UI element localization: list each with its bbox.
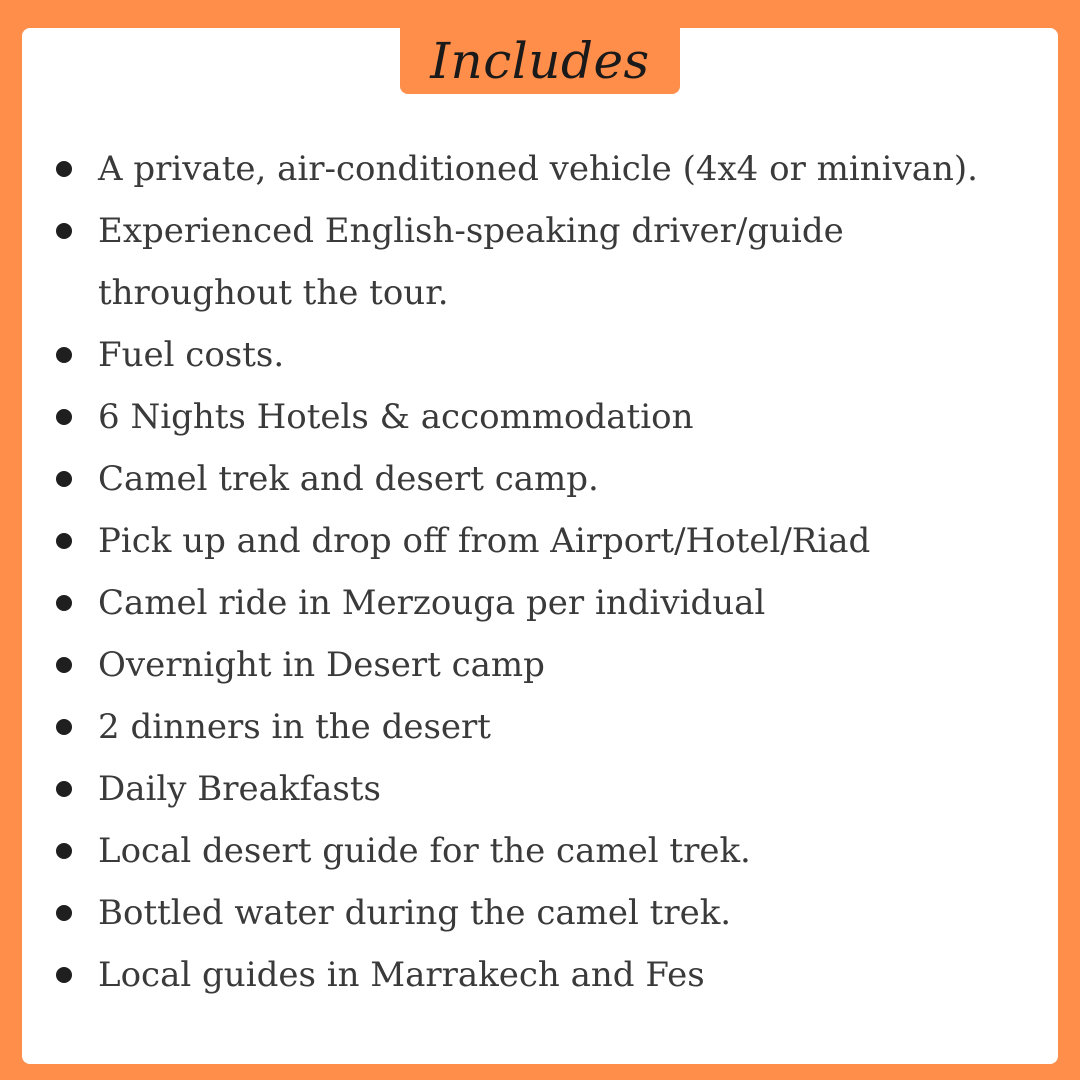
list-item bbox=[52, 634, 1052, 696]
bullet-icon bbox=[56, 161, 72, 177]
list-item bbox=[52, 758, 1052, 820]
list-item bbox=[52, 510, 1052, 572]
bullet-icon bbox=[56, 905, 72, 921]
title-tab bbox=[400, 28, 680, 94]
bullet-icon bbox=[56, 719, 72, 735]
bullet-icon bbox=[56, 781, 72, 797]
list-item bbox=[52, 572, 1052, 634]
page-title: Includes bbox=[430, 32, 650, 90]
list-item bbox=[52, 324, 1052, 386]
list-item bbox=[52, 820, 1052, 882]
list-item bbox=[52, 138, 1052, 200]
list-item-text: Fuel costs. bbox=[98, 335, 285, 375]
bullet-icon bbox=[56, 347, 72, 363]
bullet-icon bbox=[56, 471, 72, 487]
bullet-icon bbox=[56, 595, 72, 611]
list-item bbox=[52, 200, 888, 324]
list-item-text: Experienced English-speaking driver/guide throughout the tour. bbox=[98, 211, 844, 313]
bullet-icon bbox=[56, 223, 72, 239]
list-item-text: Pick up and drop off from Airport/Hotel/Riad bbox=[98, 521, 871, 561]
bullet-icon bbox=[56, 533, 72, 549]
list-item bbox=[52, 882, 1052, 944]
bullet-icon bbox=[56, 409, 72, 425]
list-item-text: Overnight in Desert camp bbox=[98, 645, 545, 685]
includes-list bbox=[52, 138, 1052, 1006]
list-item-text: 6 Nights Hotels & accommodation bbox=[98, 397, 694, 437]
bullet-icon bbox=[56, 967, 72, 983]
list-item bbox=[52, 448, 1052, 510]
list-item-text: A private, air-conditioned vehicle (4x4 or minivan). bbox=[98, 149, 978, 189]
list-item-text: 2 dinners in the desert bbox=[98, 707, 491, 747]
list-item bbox=[52, 386, 1052, 448]
list-item-text: Local desert guide for the camel trek. bbox=[98, 831, 751, 871]
list-item-text: Local guides in Marrakech and Fes bbox=[98, 955, 705, 995]
bullet-icon bbox=[56, 843, 72, 859]
list-item bbox=[52, 944, 1052, 1006]
list-item-text: Bottled water during the camel trek. bbox=[98, 893, 732, 933]
list-item bbox=[52, 696, 1052, 758]
list-item-text: Camel trek and desert camp. bbox=[98, 459, 599, 499]
list-item-text: Daily Breakfasts bbox=[98, 769, 381, 809]
bullet-icon bbox=[56, 657, 72, 673]
list-item-text: Camel ride in Merzouga per individual bbox=[98, 583, 766, 623]
